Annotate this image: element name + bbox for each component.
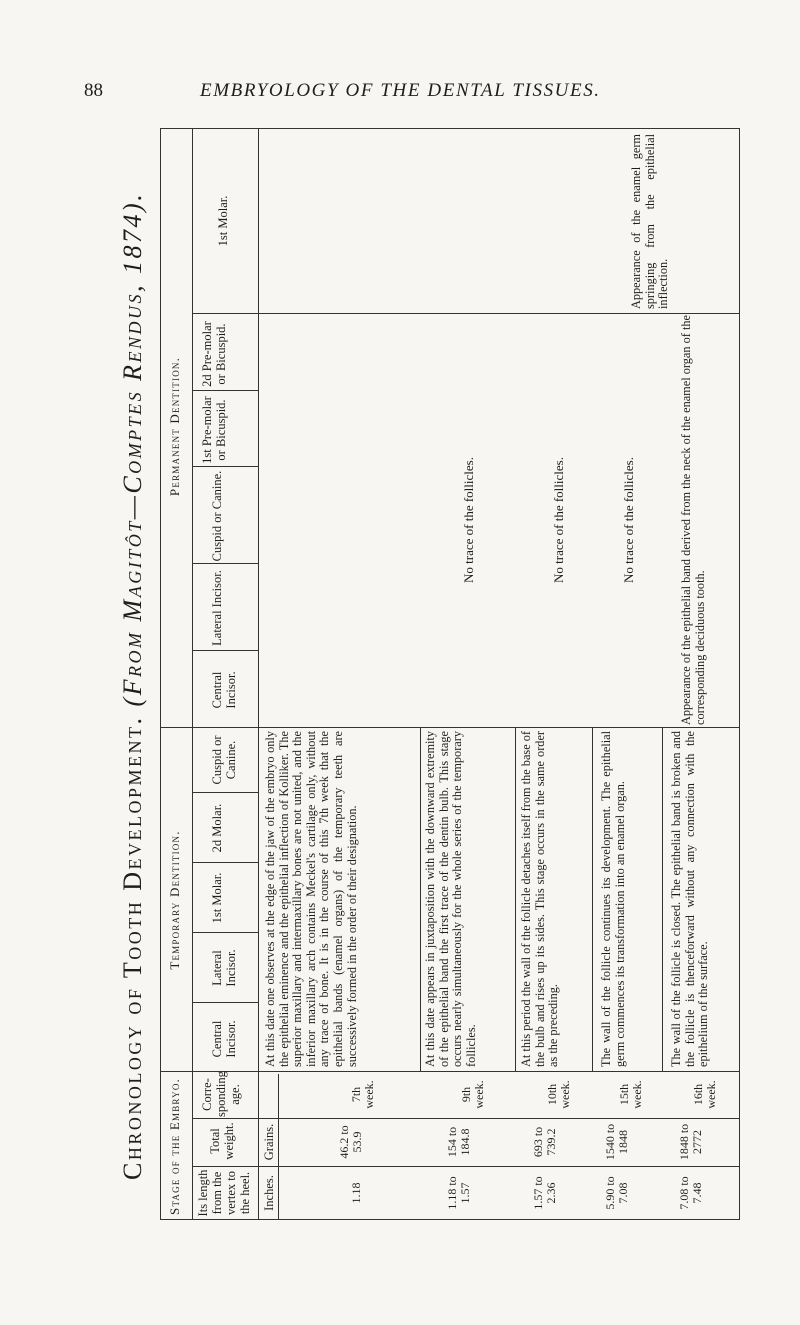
source-note: (From Magitôt—Comptes Rendus, 1874). [118,191,147,707]
header-weight: Total weight. [208,1122,236,1160]
unit-weight: Grains. [262,1123,276,1161]
row1-length: 1.18 [349,1182,363,1204]
row4-age: 15th week. [617,1080,644,1109]
row5-temporary-note: The wall of the follicle is closed. The epithelial band is broken and the follicle is thenceforward without any connection with the epithelium of the surface. [669,731,711,1067]
row2-length: 1.18 to 1.57 [445,1176,472,1210]
perm-header-lateral-incisor: Lateral Incisor. [210,570,224,646]
page-header [0,0,800,101]
perm-note-row2: No trace of the follicles. [461,457,476,583]
perm-header-central-incisor: Central Incisor. [210,671,238,709]
first-molar-note: Appearance of the enamel germ springing from the epithelial inflection. [629,134,671,309]
row5-age: 16th week. [691,1080,718,1109]
unit-length: Inches. [262,1175,276,1211]
row4-length: 5.90 to 7.08 [603,1176,630,1210]
row3-age: 10th week. [545,1080,572,1109]
row1-age: 7th week. [349,1080,376,1109]
row4-weight: 1540 to 1848 [603,1123,630,1161]
group-stage: Stage of the Embryo. [167,1078,182,1215]
temp-header-lateral-incisor: Lateral Incisor. [210,949,238,987]
row5-length: 7.08 to 7.48 [677,1176,704,1210]
perm-header-2d-premolar: 2d Pre-molar or Bicuspid. [200,321,228,387]
row4-temporary-note: The wall of the follicle continues its development. The epithelial germ commences its transformation into an enamel organ. [599,731,627,1067]
perm-note-row3: No trace of the follicles. [551,457,566,583]
row2-weight: 154 to 184.8 [445,1126,472,1158]
header-length: Its length from the vertex to the heel. [196,1169,252,1217]
temp-header-2d-molar: 2d Molar. [210,803,224,853]
group-permanent: Permanent Dentition. [167,356,182,497]
chronology-table [160,130,740,1220]
perm-note-row5: Appearance of the epithelial band derived from the neck of the enamel organ of the corresponding deciduous tooth. [679,315,707,725]
row3-temporary-note: At this period the wall of the follicle detaches itself from the base of the bulb and rises up its sides. This stage occurs in the same order as the preceding. [519,731,561,1067]
row1-weight: 46.2 to 53.9 [337,1125,364,1159]
header-age: Corre-sponding age. [200,1071,242,1117]
table-title [118,192,148,1180]
page-number: 88 [84,80,103,101]
perm-header-canine: Cuspid or Canine. [210,470,224,562]
row1-temporary-note: At this date one observes at the edge of the jaw of the embryo only the epithelial eminence and the epithelial inflection of Kolliker. The superior maxillary and intermaxillary bones are not united, and the inferior maxillary arch contains Meckel's cartilage only, without any trace of bone. It is in the course of this 7th week that the epithelial bands (enamel organs) of the temporary teeth are successively formed in the order of their designation. [263,731,359,1067]
perm-note-row4: No trace of the follicles. [621,457,636,583]
row3-length: 1.57 to 2.36 [531,1176,558,1210]
row2-age: 9th week. [459,1080,486,1109]
temp-header-1st-molar: 1st Molar. [210,872,224,924]
chronology-title: Chronology of Tooth Development. [118,715,147,1180]
group-temporary: Temporary Dentition. [167,830,182,970]
perm-header-1st-premolar: 1st Pre-molar or Bicuspid. [200,396,228,464]
temp-header-canine: Cuspid or Canine. [210,735,238,785]
row3-weight: 693 to 739.2 [531,1126,558,1158]
running-head: EMBRYOLOGY OF THE DENTAL TISSUES. [200,80,601,101]
perm-header-1st-molar: 1st Molar. [216,195,230,247]
row5-weight: 1848 to 2772 [677,1123,704,1161]
row2-temporary-note: At this date appears in juxtaposition with the downward extremity of the epithelial band the first trace of the dentin bulb. This stage occurs nearly simultaneously for the whole series of the temporary follicles. [423,731,478,1067]
temp-header-central-incisor: Central Incisor. [210,1020,238,1058]
